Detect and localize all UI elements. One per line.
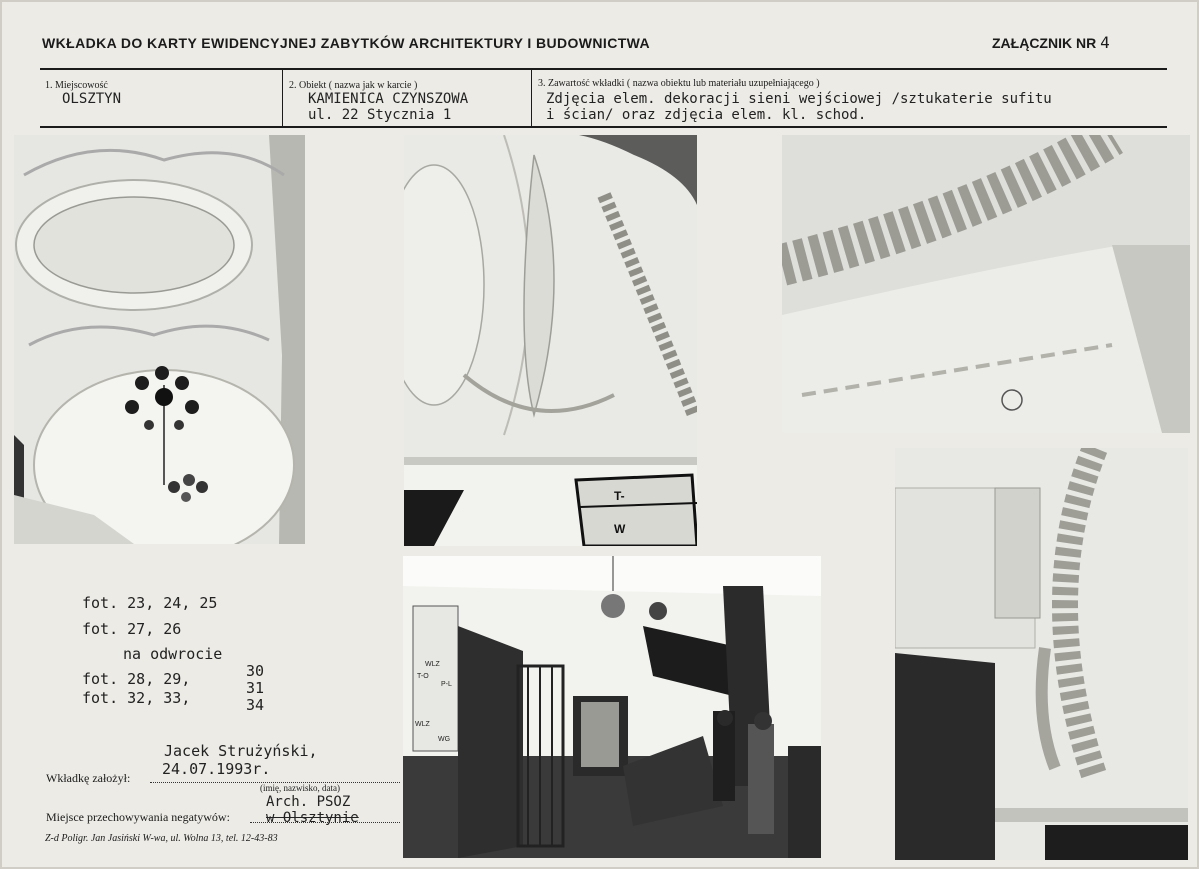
printer-footer: Z-d Poligr. Jan Jasiński W-wa, ul. Wolna 13, tel. 12-43-83: [45, 833, 278, 844]
contents-label: 3. Zawartość wkładki ( nazwa obiektu lub materiału uzupełniającego ): [538, 78, 820, 89]
door-sign-text-2: W: [614, 522, 626, 536]
storage-value-1: Arch. PSOZ: [266, 794, 351, 810]
photo-list-line-4: fot. 28, 29,: [82, 670, 191, 688]
door-sign-text: T-: [614, 489, 625, 503]
contents-value-1: Zdjęcia elem. dekoracji sieni wejściowej /sztukaterie sufitu: [546, 91, 1052, 107]
board-sign-1: WLZ: [425, 661, 440, 668]
header-top-rule: [40, 68, 1167, 70]
photo-wall-stucco-image: [404, 135, 697, 546]
storage-value-2: w Olsztynie: [266, 810, 359, 826]
founder-label: Wkładkę założył:: [46, 771, 131, 785]
annex-value: 4: [1100, 33, 1110, 52]
field-divider-1: [282, 70, 283, 128]
board-sign-5: WG: [438, 736, 451, 743]
annex-number: [992, 33, 1110, 52]
photo-list-line-5-right: 31: [246, 679, 265, 697]
object-value-2: ul. 22 Stycznia 1: [308, 107, 452, 123]
object-value-1: KAMIENICA CZYNSZOWA: [308, 91, 469, 107]
photo-ceiling-corner-image: [782, 135, 1190, 433]
object-label: 2. Obiekt ( nazwa jak w karcie ): [289, 80, 418, 91]
photo-wall-band: [895, 448, 1188, 860]
header-bottom-rule: [40, 126, 1167, 128]
place-value: OLSZTYN: [62, 91, 122, 107]
photo-staircase-hall: [403, 556, 821, 858]
photo-ceiling-chandelier: [14, 135, 305, 544]
photo-wall-stucco: [404, 135, 697, 546]
photo-wall-band-image: [895, 448, 1188, 860]
board-sign-3: P-L: [441, 681, 452, 688]
photo-staircase-hall-image: [403, 556, 821, 858]
sheet-title: WKŁADKA DO KARTY EWIDENCYJNEJ ZABYTKÓW ARCHITEKTURY I BUDOWNICTWA: [42, 35, 651, 51]
founder-name: Jacek Strużyński,: [164, 742, 318, 760]
place-label: 1. Miejscowość: [45, 80, 108, 91]
founder-sublabel: (imię, nazwisko, data): [260, 783, 340, 793]
photo-list-line-1: fot. 23, 24, 25: [82, 594, 218, 612]
board-sign-2: T-O: [417, 673, 429, 680]
founder-date: 24.07.1993r.: [162, 760, 271, 778]
photo-ceiling-corner: [782, 135, 1190, 433]
photo-list-reverse-label: na odwrocie: [123, 645, 223, 663]
board-sign-4: WLZ: [415, 721, 430, 728]
photo-list-line-4-right: 30: [246, 662, 265, 680]
contents-value-2: i ścian/ oraz zdjęcia elem. kl. schod.: [546, 107, 867, 123]
storage-dotted-line: [250, 822, 400, 823]
field-divider-2: [531, 70, 532, 128]
storage-label: Miejsce przechowywania negatywów:: [46, 810, 230, 824]
photo-list-line-6-right: 34: [246, 696, 265, 714]
photo-list-line-6: fot. 32, 33,: [82, 689, 191, 707]
photo-ceiling-chandelier-image: [14, 135, 305, 544]
photo-list-line-2: fot. 27, 26: [82, 620, 182, 638]
annex-label: ZAŁĄCZNIK NR: [992, 35, 1097, 51]
